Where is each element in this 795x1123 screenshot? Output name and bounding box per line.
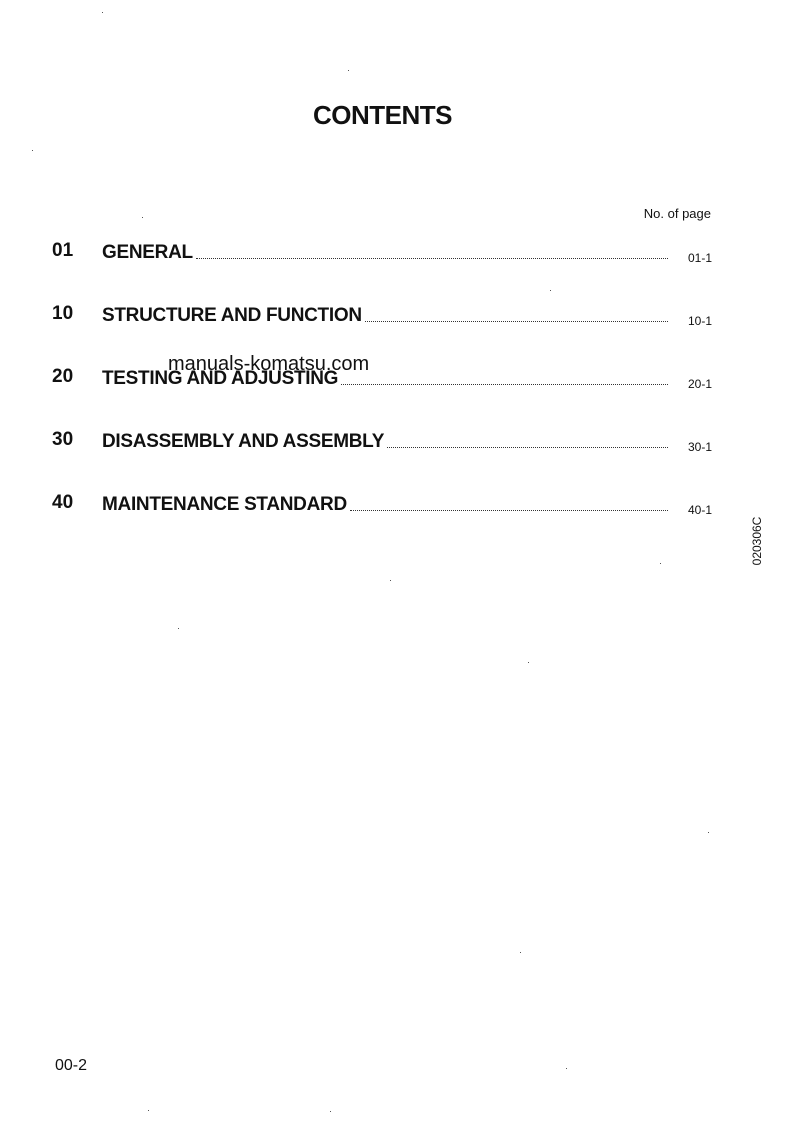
scan-speck xyxy=(550,290,551,291)
scan-speck xyxy=(102,12,103,13)
toc-entry-number: 40 xyxy=(52,492,74,513)
toc-entry-title: DISASSEMBLY AND ASSEMBLY xyxy=(102,431,385,452)
toc-entry-number: 10 xyxy=(52,303,74,324)
scan-speck xyxy=(348,70,349,71)
page-number: 00-2 xyxy=(55,1057,88,1074)
toc-entry[interactable] xyxy=(52,301,712,331)
page-title: CONTENTS xyxy=(313,100,452,130)
toc-entry[interactable] xyxy=(52,364,712,394)
toc-leader-dots xyxy=(350,510,668,511)
toc-entry-title: STRUCTURE AND FUNCTION xyxy=(102,305,362,326)
document-code: 020306C xyxy=(750,516,764,566)
scan-speck xyxy=(660,563,661,564)
scan-speck xyxy=(520,952,521,953)
toc-entry[interactable] xyxy=(52,490,712,520)
toc-entry-number: 20 xyxy=(52,366,74,387)
toc-leader-dots xyxy=(196,258,668,259)
scan-speck xyxy=(32,150,33,151)
scan-speck xyxy=(390,580,391,581)
scan-speck xyxy=(142,217,143,218)
toc-entry[interactable] xyxy=(52,427,712,457)
toc-entry-number: 01 xyxy=(52,240,74,261)
toc-leader-dots xyxy=(341,384,668,385)
scan-speck xyxy=(708,832,709,833)
scan-speck xyxy=(528,662,529,663)
toc-entry-page: 40-1 xyxy=(687,503,712,517)
toc-entry[interactable] xyxy=(52,238,712,268)
toc-entry-page: 01-1 xyxy=(687,251,712,265)
watermark-text: manuals-komatsu.com xyxy=(168,353,370,375)
page-column-header: No. of page xyxy=(643,206,711,221)
toc-entry-title: GENERAL xyxy=(102,242,193,263)
toc-leader-dots xyxy=(387,447,668,448)
scan-speck xyxy=(330,1111,331,1112)
toc-entry-line xyxy=(102,495,668,514)
toc-entry-line xyxy=(102,432,668,451)
toc-entry-title: MAINTENANCE STANDARD xyxy=(102,494,347,515)
toc-entry-line xyxy=(102,243,668,262)
toc-entry-page: 30-1 xyxy=(687,440,712,454)
scan-speck xyxy=(148,1110,149,1111)
scan-speck xyxy=(566,1068,567,1069)
toc-entry-number: 30 xyxy=(52,429,74,450)
toc-entry-title: TESTING AND ADJUSTING xyxy=(102,368,339,389)
toc-entry-page: 20-1 xyxy=(687,377,712,391)
toc-entry-line xyxy=(102,306,668,325)
toc-leader-dots xyxy=(365,321,668,322)
scan-speck xyxy=(178,628,179,629)
toc-entry-page: 10-1 xyxy=(687,314,712,328)
